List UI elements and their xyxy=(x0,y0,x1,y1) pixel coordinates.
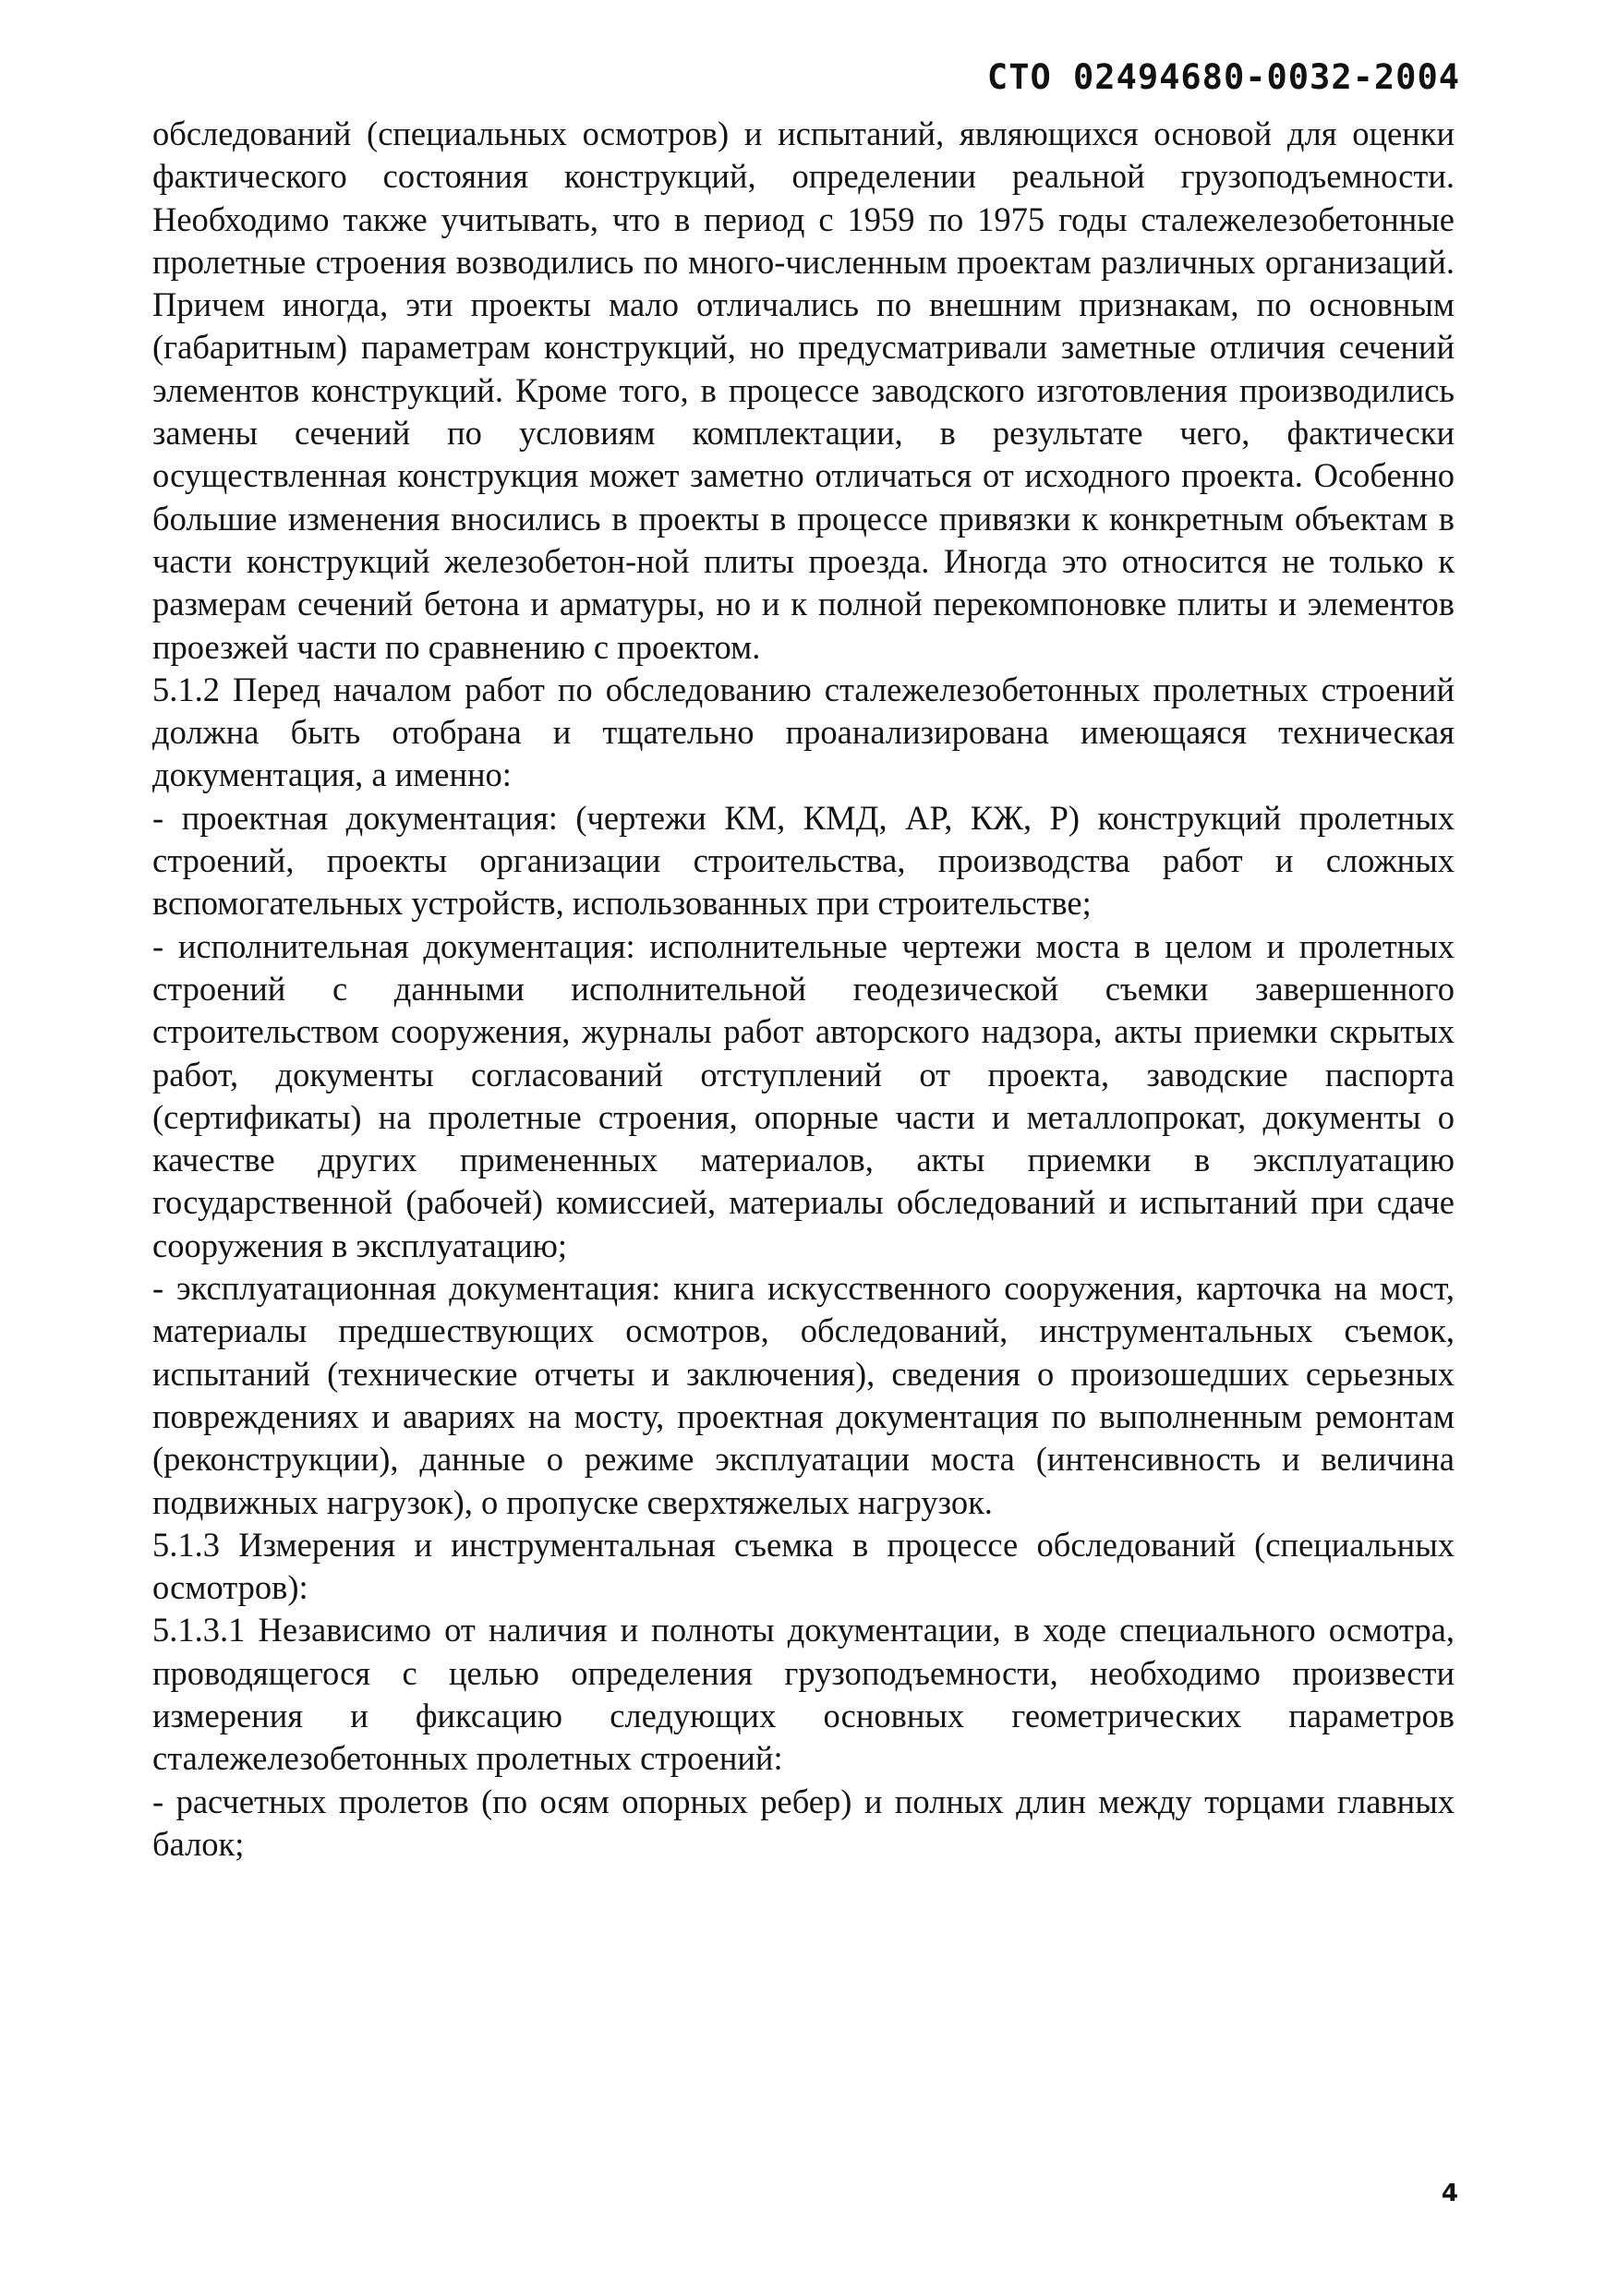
page-number: 4 xyxy=(1441,2180,1458,2207)
list-item-operational-documentation: - эксплуатационная документация: книга искусственного сооружения, карточка на мост, материалы предшествующих осмотров, обследований, инструментальных съемок, испытаний (технические отчеты и заключения), сведения о произошедших серьезных повреждениях и авариях на мосту, проектная документация по выполненным ремонтам (реконструкции), данные о режиме эксплуатации моста (интенсивность и величина подвижных нагрузок), о пропуске сверхтяжелых нагрузок. xyxy=(152,1269,1455,1521)
document-code-header: СТО 02494680-0032-2004 xyxy=(986,57,1460,97)
paragraph-5-1-3: 5.1.3 Измерения и инструментальная съемка в процессе обследований (специальных осмотров): xyxy=(152,1525,1455,1607)
paragraph-5-1-2: 5.1.2 Перед началом работ по обследованию сталежелезобетонных пролетных строений должна быть отобрана и тщательно проанализирована имеющаяся техническая документация, а именно: xyxy=(152,670,1455,794)
list-item-design-documentation: - проектная документация: (чертежи КМ, КМД, АР, КЖ, Р) конструкций пролетных строений, проекты организации строительства, производства работ и сложных вспомогательных устройств, использованных при строительстве; xyxy=(152,798,1455,923)
paragraph-5-1-3-1: 5.1.3.1 Независимо от наличия и полноты документации, в ходе специального осмотра, проводящегося с целью определения грузоподъемности, необходимо произвести измерения и фиксацию следующих основных геометрических параметров сталежелезобетонных пролетных строений: xyxy=(152,1611,1455,1778)
list-item-as-built-documentation: - исполнительная документация: исполнительные чертежи моста в целом и пролетных строений с данными исполнительной геодезической съемки завершенного строительством сооружения, журналы работ авторского надзора, акты приемки скрытых работ, документы согласований отступлений от проекта, заводские паспорта (сертификаты) на пролетные строения, опорные части и металлопрокат, документы о качестве других примененных материалов, акты приемки в эксплуатацию государственной (рабочей) комиссией, материалы обследований и испытаний при сдаче сооружения в эксплуатацию; xyxy=(152,926,1455,1264)
document-body xyxy=(152,113,1455,1866)
paragraph-intro-continuation: обследований (специальных осмотров) и испытаний, являющихся основой для оценки фактического состояния конструкций, определении реальной грузоподъемности. Необходимо также учитывать, что в период с 1959 по 1975 годы сталежелезобетонные пролетные строения возводились по много-численным проектам различных организаций. Причем иногда, эти проекты мало отличались по внешним признакам, по основным (габаритным) параметрам конструкций, но предусматривали заметные отличия сечений элементов конструкций. Кроме того, в процессе заводского изготовления производились замены сечений по условиям комплектации, в результате чего, фактически осуществленная конструкция может заметно отличаться от исходного проекта. Особенно большие изменения вносились в проекты в процессе привязки к конкретным объектам в части конструкций железобетон-ной плиты проезда. Иногда это относится не только к размерам сечений бетона и арматуры, но и к полной перекомпоновке плиты и элементов проезжей части по сравнению с проектом. xyxy=(152,115,1455,666)
list-item-design-spans: - расчетных пролетов (по осям опорных ребер) и полных длин между торцами главных балок; xyxy=(152,1782,1455,1863)
